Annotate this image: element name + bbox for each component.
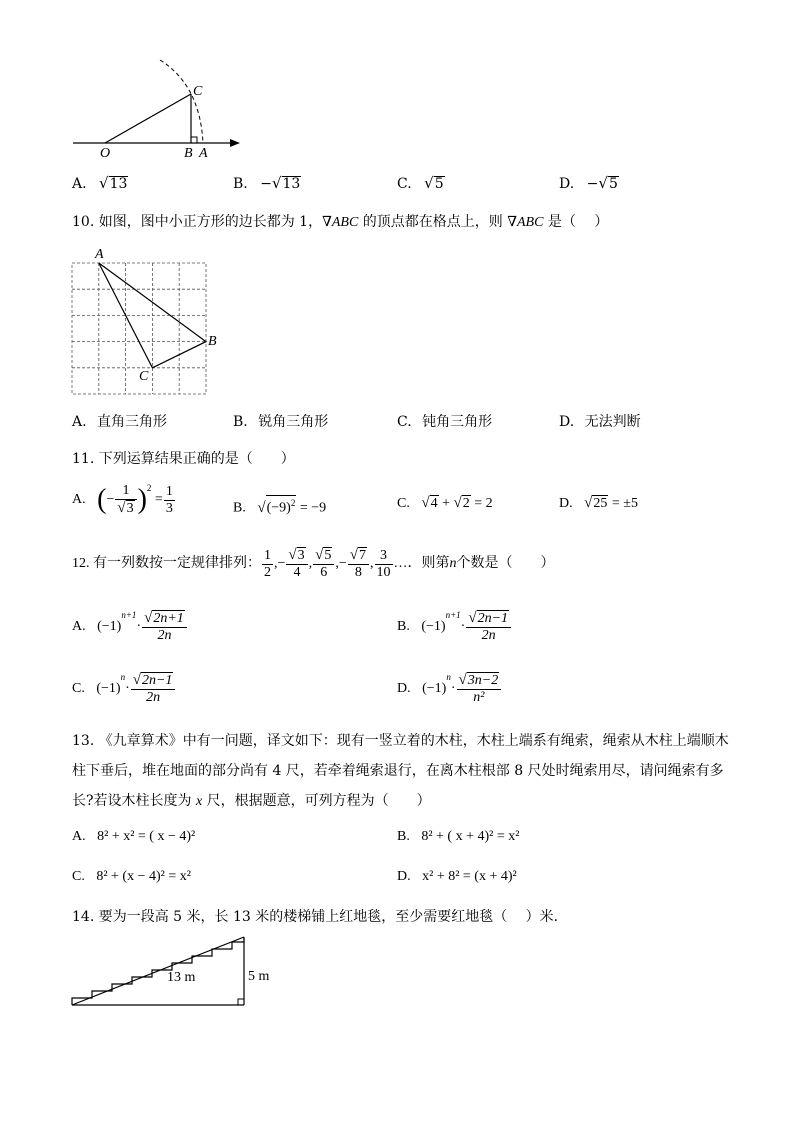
- q13-option-a[interactable]: A. 8² + x² = ( x − 4)²: [72, 829, 196, 844]
- q12-option-d[interactable]: D. $(-1)^n\cdot$ $\frac{√3n-2}{\text{n²}}$: [397, 672, 502, 706]
- q10-option-b[interactable]: B. 锐角三角形: [233, 414, 329, 430]
- height-label: 5 m: [248, 969, 270, 984]
- label-a: A: [199, 146, 208, 161]
- q10-option-d[interactable]: D. 无法判断: [559, 414, 641, 430]
- q12-option-a[interactable]: A. $(-1)^{n+1}\cdot$ $\frac{√2n+1}{2n}$: [72, 610, 188, 644]
- q12-option-b[interactable]: B. $(-1)^{n+1}\cdot$ $\frac{√2n-1}{2n}$: [397, 610, 512, 644]
- q13-line-3: 长?若设木柱长度为 x 尺，根据题意，可列方程为（ ）: [72, 793, 431, 809]
- q14-staircase-figure: [72, 937, 247, 1009]
- q13-option-c[interactable]: C. 8² + (x − 4)² = x²: [72, 869, 191, 884]
- hypotenuse: [72, 937, 244, 1005]
- q11-option-a[interactable]: A. (− $\frac{1}{√3}$ )$^2$ = $\frac{1}{3}$: [72, 483, 173, 516]
- q9-option-b[interactable]: B. −√13: [233, 174, 301, 192]
- grid-label-b: B: [208, 334, 217, 349]
- right-angle-mark: [238, 999, 244, 1005]
- hypotenuse-label: 13 m: [167, 970, 196, 985]
- label-b: B: [184, 146, 193, 161]
- q12-option-c[interactable]: C. $(-1)^n\cdot$ $\frac{√2n-1}{2n}$: [72, 672, 176, 706]
- axis-arrow: [230, 139, 240, 147]
- q11-option-d[interactable]: D. √25 = ±5: [559, 495, 638, 511]
- grid-label-c: C: [139, 369, 149, 384]
- q13-line-2: 柱下垂后，堆在地面的部分尚有 4 尺，若牵着绳索退行，在离木柱根部 8 尺处时绳索用尽，请问绳索有多: [72, 763, 724, 779]
- q9-option-c[interactable]: C. √5: [397, 174, 444, 192]
- q11-stem: 11. 下列运算结果正确的是（ ）: [72, 451, 295, 467]
- q13-option-b[interactable]: B. 8² + ( x + 4)² = x²: [397, 829, 520, 844]
- label-o: O: [100, 146, 111, 161]
- segment-oc: [105, 94, 191, 143]
- q12-stem: 12. 有一列数按一定规律排列： $\frac{1}{2}$ ,− $\frac{√3}{4}$ , $\frac{√5}{6}$ ,− $\frac{√7}{8}$ , $\frac{3}{10}$ …．则第n个数是（ ）: [72, 547, 555, 580]
- q11-option-b[interactable]: B. $√(-9)^2 = -9$: [233, 495, 326, 517]
- grid-label-a: A: [95, 247, 104, 262]
- right-angle-mark: [191, 137, 197, 143]
- arc: [160, 60, 203, 143]
- q10-option-c[interactable]: C. 钝角三角形: [397, 414, 493, 430]
- q13-line-1: 13. 《九章算术》中有一问题，译文如下：现有一竖立着的木柱，木柱上端系有绳索，绳索从木柱上端顺木: [72, 733, 729, 749]
- q9-option-a[interactable]: A. √13: [72, 174, 128, 192]
- q13-option-d[interactable]: D. x² + 8² = (x + 4)²: [397, 869, 517, 884]
- q14-stem: 14. 要为一段高 5 米，长 13 米的楼梯铺上红地毯，至少需要红地毯（ ）米．: [72, 909, 568, 925]
- q10-option-a[interactable]: A. 直角三角形: [72, 414, 168, 430]
- q9-figure: [70, 55, 250, 165]
- q9-option-d[interactable]: D. −√5: [559, 174, 618, 192]
- label-c: C: [193, 84, 203, 99]
- q10-stem: 10. 如图，图中小正方形的边长都为 1，∇ABC 的顶点都在格点上，则 ∇ABC 是（ ）: [72, 214, 609, 230]
- q11-option-c[interactable]: C. √4 + √2 = 2: [397, 495, 493, 511]
